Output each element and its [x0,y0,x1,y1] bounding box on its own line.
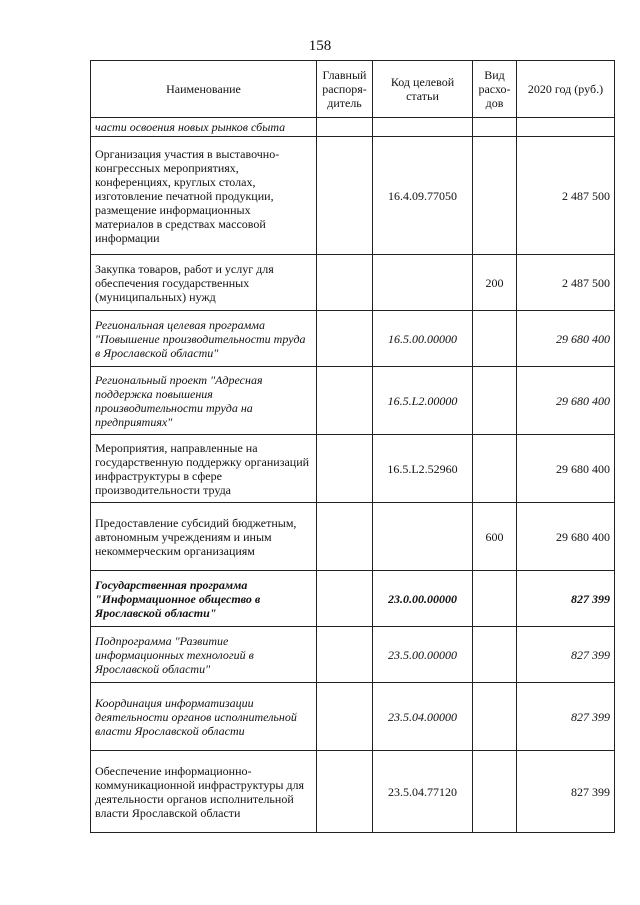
row-name: Обеспечение информационно-коммуникационной инфраструктуры для деятельности органов исполнительной власти Ярославской области [91,751,317,833]
row-type [473,683,517,751]
row-name: Закупка товаров, работ и услуг для обеспечения государственных (муниципальных) нужд [91,255,317,311]
row-name: Организация участия в выставочно-конгрессных мероприятиях, конференциях, круглых столах, изготовление печатной продукции, размещение информационных материалов в средствах массовой информации [91,137,317,255]
row-code: 16.5.L2.00000 [373,367,473,435]
row-manager [317,683,373,751]
row-type [473,435,517,503]
row-code: 23.5.00.00000 [373,627,473,683]
budget-table [90,60,615,833]
table-row [91,118,615,137]
table-row [91,367,615,435]
row-manager [317,137,373,255]
row-type [473,311,517,367]
row-code: 16.5.L2.52960 [373,435,473,503]
row-manager [317,503,373,571]
row-type [473,751,517,833]
row-manager [317,311,373,367]
row-amount: 827 399 [517,751,615,833]
row-amount: 29 680 400 [517,503,615,571]
row-manager [317,118,373,137]
row-name: Государственная программа "Информационное общество в Ярославской области" [91,571,317,627]
header-manager: Главный распоря-дитель [317,61,373,118]
header-code: Код целевой статьи [373,61,473,118]
table-row [91,137,615,255]
row-code: 23.5.04.00000 [373,683,473,751]
header-type: Вид расхо-дов [473,61,517,118]
row-code [373,118,473,137]
row-manager [317,435,373,503]
row-amount: 29 680 400 [517,367,615,435]
row-code: 23.5.04.77120 [373,751,473,833]
row-amount: 29 680 400 [517,311,615,367]
page-number: 158 [308,38,332,54]
table-row [91,503,615,571]
row-manager [317,571,373,627]
row-name: части освоения новых рынков сбыта [91,118,317,137]
row-code: 16.4.09.77050 [373,137,473,255]
table-row [91,627,615,683]
row-amount: 29 680 400 [517,435,615,503]
row-name: Мероприятия, направленные на государственную поддержку организаций инфраструктуры в сфере производительности труда [91,435,317,503]
table-header-row [91,61,615,118]
row-name: Координация информатизации деятельности органов исполнительной власти Ярославской области [91,683,317,751]
table-row [91,255,615,311]
row-name: Предоставление субсидий бюджетным, автономным учреждениям и иным некоммерческим организациям [91,503,317,571]
row-manager [317,627,373,683]
row-manager [317,255,373,311]
row-type [473,137,517,255]
row-amount: 827 399 [517,571,615,627]
table-row [91,311,615,367]
header-name: Наименование [91,61,317,118]
table-row [91,683,615,751]
table-row [91,571,615,627]
row-type: 600 [473,503,517,571]
row-amount: 827 399 [517,683,615,751]
row-type: 200 [473,255,517,311]
row-amount: 2 487 500 [517,137,615,255]
row-name: Подпрограмма "Развитие информационных технологий в Ярославской области" [91,627,317,683]
row-type [473,367,517,435]
row-amount: 2 487 500 [517,255,615,311]
header-amount: 2020 год (руб.) [517,61,615,118]
row-manager [317,751,373,833]
row-code [373,503,473,571]
row-type [473,627,517,683]
table-row [91,435,615,503]
row-code: 23.0.00.00000 [373,571,473,627]
row-name: Региональный проект "Адресная поддержка повышения производительности труда на предприятиях" [91,367,317,435]
row-name: Региональная целевая программа "Повышение производительности труда в Ярославской области" [91,311,317,367]
row-code: 16.5.00.00000 [373,311,473,367]
row-type [473,118,517,137]
table-row [91,751,615,833]
row-code [373,255,473,311]
row-amount [517,118,615,137]
row-type [473,571,517,627]
row-manager [317,367,373,435]
row-amount: 827 399 [517,627,615,683]
